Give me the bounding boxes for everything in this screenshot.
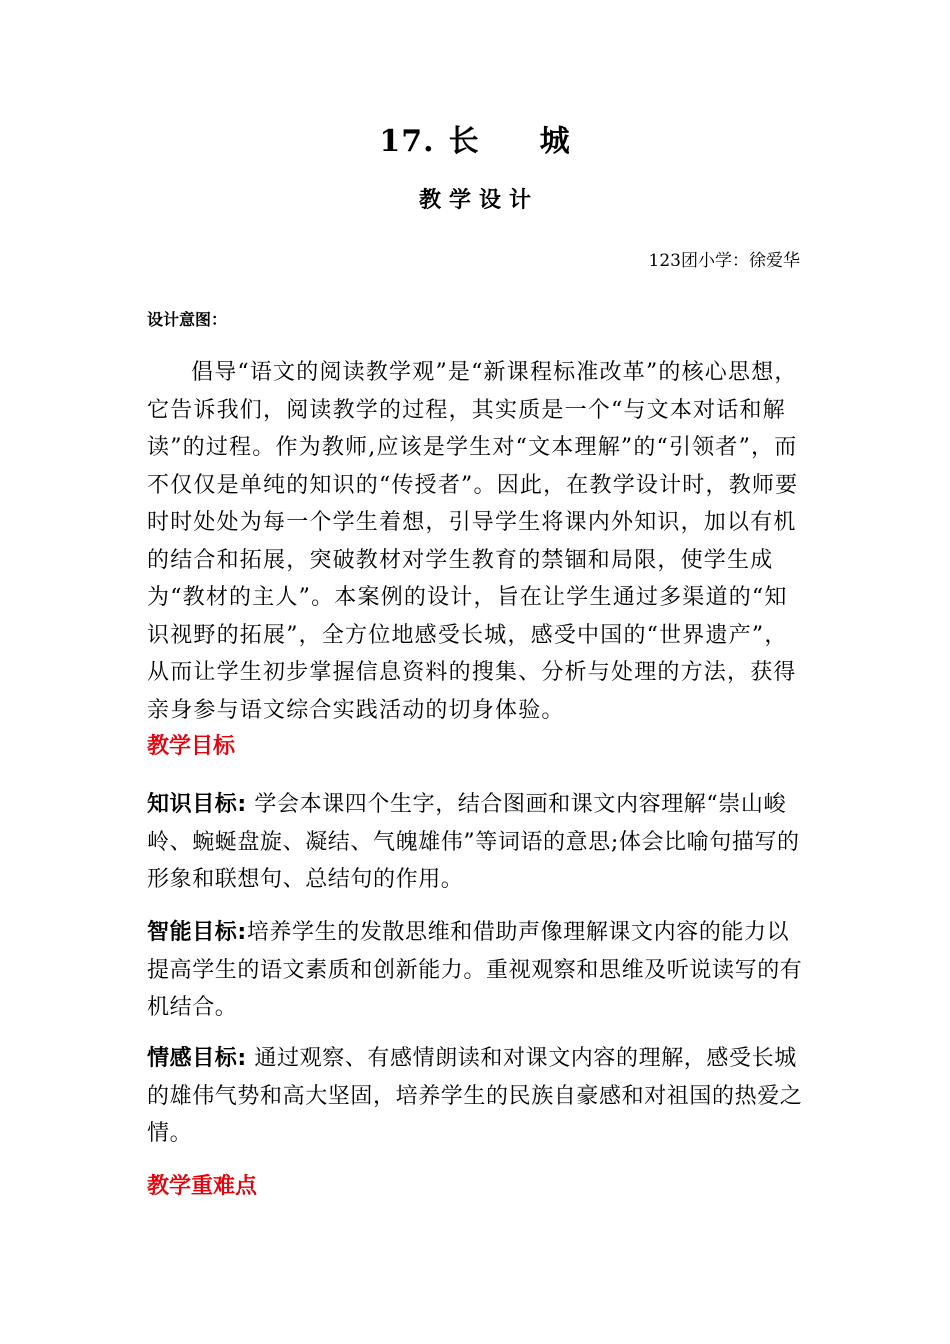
- title-number: 17.: [379, 124, 435, 159]
- title-char-2: 城: [539, 124, 571, 159]
- page-subtitle: 教学设计: [418, 188, 539, 213]
- ability-goal-text: 培养学生的发散思维和借助声像理解课文内容的能力以提高学生的语文素质和创新能力。重视观察和思维及听说读写的有机结合。: [147, 920, 803, 1020]
- ability-goal-label: 智能目标:: [147, 920, 247, 945]
- design-intent-label: 设计意图：: [147, 310, 228, 329]
- design-intent-paragraph: 倡导“语文的阅读教学观”是“新课程标准改革”的核心思想，它告诉我们，阅读教学的过程，其实质是一个“与文本对话和解读”的过程。作为教师,应该是学生对“文本理解”的“引领者”，而不仅仅是单纯的知识的“传授者”。因此，在教学设计时，教师要时时处处为每一个学生着想，引导学生将课内外知识，加以有机的结合和拓展，突破教材对学生教育的禁锢和局限，使学生成为“教材的主人”。本案例的设计，旨在让学生通过多渠道的“知识视野的拓展”，全方位地感受长城，感受中国的“世界遗产”，从而让学生初步掌握信息资料的搜集、分析与处理的方法，获得亲身参与语文综合实践活动的切身体验。: [147, 360, 799, 723]
- emotion-goal-paragraph: [147, 1040, 807, 1153]
- teaching-goals-heading: 教学目标: [147, 734, 236, 759]
- knowledge-goal-label: 知识目标:: [147, 792, 247, 817]
- emotion-goal-text: 通过观察、有感情朗读和对课文内容的理解，感受长城的雄伟气势和高大坚固，培养学生的民族自豪感和对祖国的热爱之情。: [147, 1046, 803, 1146]
- emotion-goal-label: 情感目标:: [147, 1046, 247, 1071]
- key-difficult-points-heading: 教学重难点: [147, 1174, 258, 1199]
- knowledge-goal-text: 学会本课四个生字，结合图画和课文内容理解“崇山峻岭、蜿蜒盘旋、凝结、气魄雄伟”等词语的意思;体会比喻句描写的形象和联想句、总结句的作用。: [147, 792, 800, 892]
- title-char-1: 长: [448, 124, 480, 159]
- ability-goal-paragraph: [147, 914, 807, 1027]
- page-title: [0, 120, 950, 164]
- knowledge-goal-paragraph: [147, 786, 807, 899]
- author-line: 123团小学：徐爱华: [648, 251, 800, 271]
